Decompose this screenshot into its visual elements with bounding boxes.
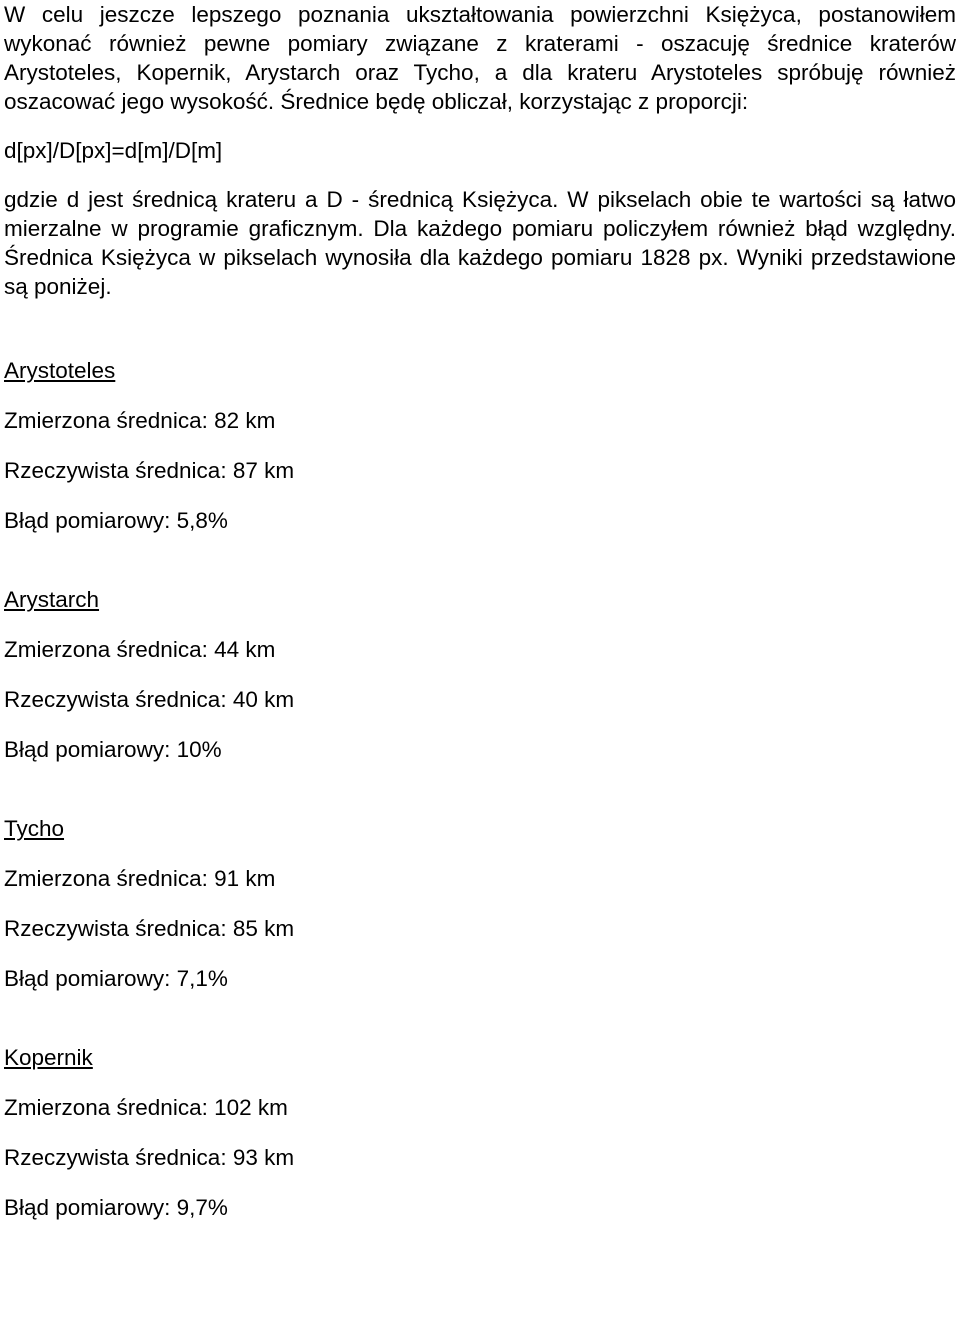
crater-name: Kopernik [4,1045,93,1070]
measured-diameter: Zmierzona średnica: 102 km [4,1095,288,1120]
crater-name: Tycho [4,816,65,841]
crater-section-arystoteles [4,356,956,535]
intro-paragraph: W celu jeszcze lepszego poznania ukształtowania powierzchni Księżyca, postanowiłem wykonać również pewne pomiary związane z kraterami - oszacuję średnice kraterów Arystoteles, Kopernik, Arystarch oraz Tycho, a dla krateru Arystoteles spróbuję również oszacować jego wysokość. Średnice będę obliczał, korzystając z proporcji: [4,2,956,114]
measurement-error: Błąd pomiarowy: 5,8% [4,508,228,533]
document-page [4,0,956,1272]
measured-diameter: Zmierzona średnica: 44 km [4,637,276,662]
actual-diameter: Rzeczywista średnica: 40 km [4,687,295,712]
crater-name: Arystoteles [4,358,116,383]
actual-diameter: Rzeczywista średnica: 93 km [4,1145,295,1170]
measurement-error: Błąd pomiarowy: 9,7% [4,1195,228,1220]
crater-section-tycho [4,814,956,993]
measured-diameter: Zmierzona średnica: 82 km [4,408,276,433]
actual-diameter: Rzeczywista średnica: 87 km [4,458,295,483]
crater-section-arystarch [4,585,956,764]
crater-section-kopernik [4,1043,956,1222]
measurement-error: Błąd pomiarowy: 7,1% [4,966,228,991]
proportion-formula: d[px]/D[px]=d[m]/D[m] [4,138,223,163]
measurement-error: Błąd pomiarowy: 10% [4,737,222,762]
crater-name: Arystarch [4,587,100,612]
crater-results [4,356,956,1222]
actual-diameter: Rzeczywista średnica: 85 km [4,916,295,941]
measured-diameter: Zmierzona średnica: 91 km [4,866,276,891]
description-paragraph: gdzie d jest średnicą krateru a D - średnicą Księżyca. W pikselach obie te wartości są łatwo mierzalne w programie graficznym. Dla każdego pomiaru policzyłem również błąd względny. Średnica Księżyca w pikselach wynosiła dla każdego pomiaru 1828 px. Wyniki przedstawione są poniżej. [4,187,956,299]
